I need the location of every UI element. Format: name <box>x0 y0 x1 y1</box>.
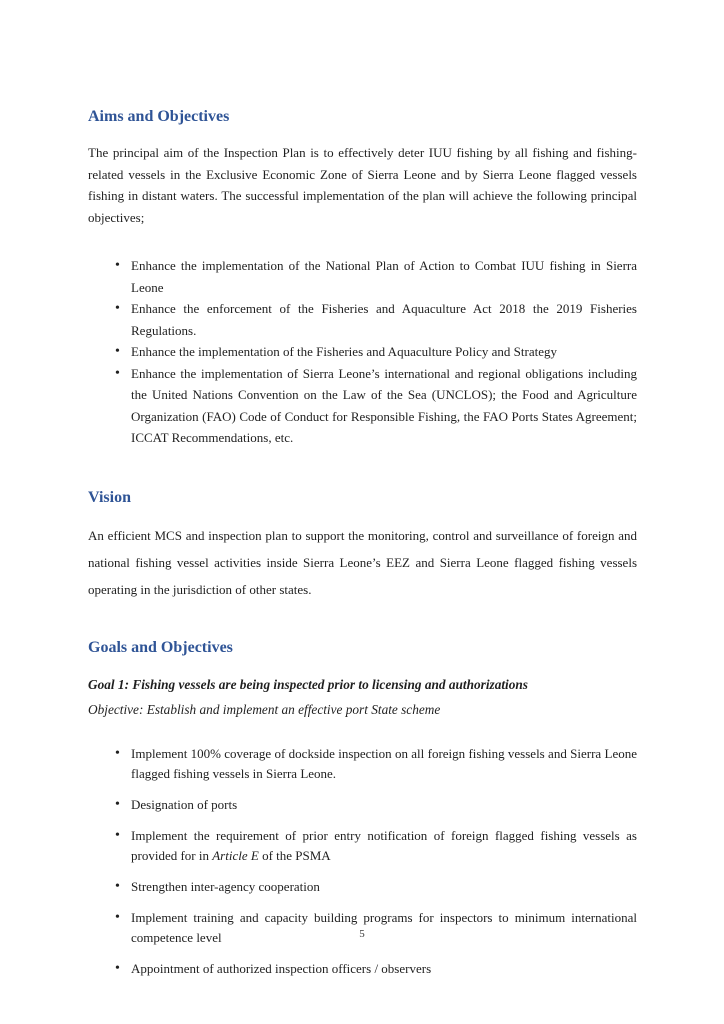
list-item: • Implement training and capacity building programs for inspectors to minimum international competence level <box>115 908 637 948</box>
bullet-text-italic: Article E <box>212 847 259 863</box>
bullet-text-post: of the PSMA <box>258 847 331 863</box>
list-item: • Enhance the implementation of Sierra Leone’s international and regional obligations including the United Nations Convention on the Law of the Sea (UNCLOS); the Food and Agriculture Organization (FAO) Code of Conduct for Responsible Fishing, the FAO Ports States Agreement; ICCAT Recommendations, etc. <box>115 363 637 449</box>
list-item: • Designation of ports <box>115 795 637 815</box>
goals-heading: Goals and Objectives <box>88 638 233 656</box>
goals-bullet-list <box>88 744 637 979</box>
vision-paragraph: An efficient MCS and inspection plan to support the monitoring, control and surveillance of foreign and national fishing vessel activities inside Sierra Leone’s EEZ and Sierra Leone flagged fishing vessels operating in the jurisdiction of other states. <box>88 527 637 597</box>
list-item: • Enhance the implementation of the Fisheries and Aquaculture Policy and Strategy <box>115 341 637 363</box>
aims-bullet-list <box>88 255 637 449</box>
section-vision <box>88 489 637 603</box>
aims-paragraph: The principal aim of the Inspection Plan is to effectively deter IUU fishing by all fishing and fishing-related vessels in the Exclusive Economic Zone of Sierra Leone and by Sierra Leone flagged vessels fishing in distant waters. The successful implementation of the plan will achieve the following principal objectives; <box>88 145 637 225</box>
aims-heading: Aims and Objectives <box>88 108 230 125</box>
section-aims <box>88 108 637 449</box>
list-item <box>115 826 637 866</box>
list-item: • Enhance the enforcement of the Fisheries and Aquaculture Act 2018 the 2019 Fisheries Regulations. <box>115 298 637 341</box>
vision-heading: Vision <box>88 488 131 506</box>
list-item: • Strengthen inter-agency cooperation <box>115 877 637 897</box>
list-item: • Enhance the implementation of the National Plan of Action to Combat IUU fishing in Sierra Leone <box>115 255 637 298</box>
goal-1-title: Goal 1: Fishing vessels are being inspected prior to licensing and authorizations <box>88 676 528 692</box>
goal-1-objective: Objective: Establish and implement an effective port State scheme <box>88 701 441 717</box>
bullet-text-pre: Implement the requirement of prior entry notification of foreign flagged fishing vessels as provided for in <box>131 827 637 863</box>
list-item: • Appointment of authorized inspection officers / observers <box>115 959 637 979</box>
list-item: • Implement 100% coverage of dockside inspection on all foreign fishing vessels and Sierra Leone flagged fishing vessels in Sierra Leone. <box>115 744 637 784</box>
page-number: 5 <box>359 928 365 940</box>
